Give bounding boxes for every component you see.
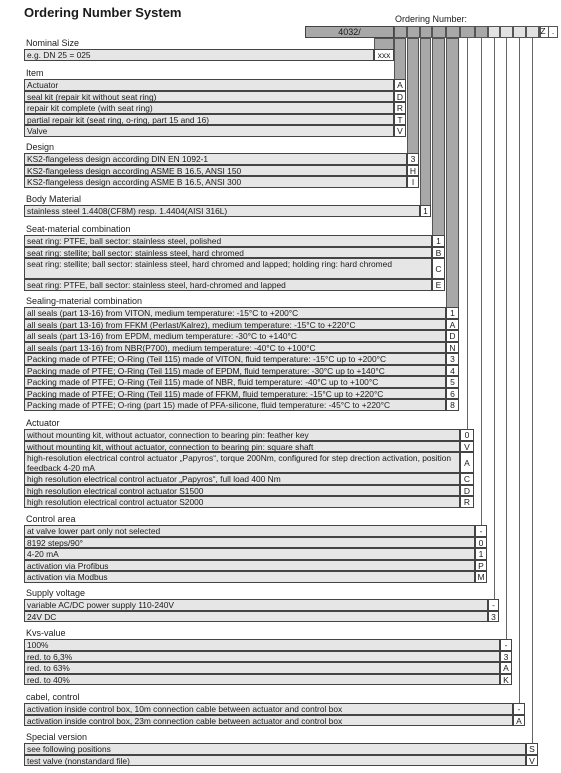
slot-connector: [494, 38, 495, 620]
slot-connector: [481, 38, 482, 581]
header-slot: [488, 26, 500, 38]
option-code-sealing[interactable]: D: [446, 330, 459, 342]
page-title: Ordering Number System: [24, 5, 182, 20]
option-code-cabel[interactable]: -: [513, 703, 525, 715]
header-slot: [420, 26, 432, 38]
option-row-control[interactable]: activation via Profibus: [24, 560, 475, 572]
prefix-box: 4032/: [305, 26, 394, 38]
option-code-sealing[interactable]: 6: [446, 388, 459, 400]
option-row-nominal[interactable]: e.g. DN 25 = 025: [24, 49, 374, 61]
ordering-number-label: Ordering Number:: [395, 14, 468, 24]
option-row-sealing[interactable]: Packing made of PTFE; O-Ring (Teil 115) made of EPDM, fluid temperature: -30°C up to +140°C: [24, 365, 446, 377]
option-row-design[interactable]: KS2-flangeless design according ASME B 16.5, ANSI 300: [24, 176, 407, 188]
section-title-nominal: Nominal Size: [26, 38, 80, 48]
option-row-item[interactable]: repair kit complete (with seat ring): [24, 102, 394, 114]
option-code-body[interactable]: 1: [420, 205, 431, 217]
option-code-control[interactable]: 1: [475, 548, 487, 560]
option-row-control[interactable]: at valve lower part only not selected: [24, 525, 475, 537]
section-title-sealing: Sealing-material combination: [26, 296, 143, 306]
option-row-sealing[interactable]: Packing made of PTFE; O-Ring (Teil 115) made of NBR, fluid temperature: -40°C up to +100°C: [24, 376, 446, 388]
option-row-control[interactable]: 8192 steps/90°: [24, 537, 475, 549]
option-code-actuator[interactable]: C: [460, 473, 474, 485]
option-row-seat[interactable]: seat ring: stellite; ball sector: stainless steel, hard chromed and lapped; holding ring: hard chromed: [24, 258, 432, 279]
section-title-control: Control area: [26, 514, 76, 524]
header-slot: [513, 26, 526, 38]
option-code-design[interactable]: 3: [407, 153, 419, 165]
slot-connector: [506, 38, 507, 685]
option-code-sealing[interactable]: 8: [446, 399, 459, 411]
option-code-seat[interactable]: E: [432, 279, 445, 291]
option-code-seat[interactable]: B: [432, 247, 445, 259]
header-tail-box: [538, 26, 558, 38]
option-code-item[interactable]: V: [394, 125, 406, 137]
option-code-actuator[interactable]: A: [460, 452, 474, 473]
option-row-actuator[interactable]: without mounting kit, without actuator, connection to bearing pin: square shaft: [24, 441, 460, 453]
option-code-item[interactable]: T: [394, 114, 406, 126]
section-title-seat: Seat-material combination: [26, 224, 131, 234]
option-row-design[interactable]: KS2-flangeless design according ASME B 16.5, ANSI 150: [24, 165, 407, 177]
header-dot-cell: .: [551, 26, 555, 36]
option-row-control[interactable]: activation via Modbus: [24, 571, 475, 583]
option-code-kvs[interactable]: 3: [500, 651, 512, 663]
option-code-cabel[interactable]: A: [513, 715, 525, 727]
option-row-cabel[interactable]: activation inside control box, 23m connection cable between actuator and control box: [24, 715, 513, 727]
option-code-design[interactable]: I: [407, 176, 419, 188]
option-row-sealing[interactable]: all seals (part 13-16) from NBR(P700), medium temperature: -40°C to +100°C: [24, 342, 446, 354]
option-row-actuator[interactable]: without mounting kit, without actuator, connection to bearing pin: feather key: [24, 429, 460, 441]
option-code-supply[interactable]: 3: [488, 611, 499, 623]
option-row-kvs[interactable]: 100%: [24, 639, 500, 651]
option-code-actuator[interactable]: 0: [460, 429, 474, 441]
slot-connector: [532, 38, 533, 766]
option-code-control[interactable]: 0: [475, 537, 487, 549]
option-code-sealing[interactable]: 1: [446, 307, 459, 319]
option-code-sealing[interactable]: 5: [446, 376, 459, 388]
option-code-seat[interactable]: 1: [432, 235, 445, 247]
option-row-special[interactable]: test valve (nonstandard file): [24, 755, 526, 767]
option-code-special[interactable]: S: [526, 743, 538, 755]
header-slot: [394, 26, 407, 38]
slot-connector: [420, 38, 431, 216]
option-code-sealing[interactable]: 3: [446, 353, 459, 365]
option-code-kvs[interactable]: K: [500, 674, 512, 686]
option-row-sealing[interactable]: Packing made of PTFE; O-Ring (Teil 115) made of FFKM, fluid temperature: -15°C up to +220°C: [24, 388, 446, 400]
option-code-kvs[interactable]: A: [500, 662, 512, 674]
option-code-actuator[interactable]: D: [460, 485, 474, 497]
section-title-kvs: Kvs-value: [26, 628, 66, 638]
option-code-sealing[interactable]: 4: [446, 365, 459, 377]
option-row-seat[interactable]: seat ring: PTFE, ball sector: stainless steel, hard-chromed and lapped: [24, 279, 432, 291]
section-title-actuator: Actuator: [26, 418, 60, 428]
slot-connector: [519, 38, 520, 725]
option-code-actuator[interactable]: V: [460, 441, 474, 453]
option-row-design[interactable]: KS2-flangeless design according DIN EN 1092-1: [24, 153, 407, 165]
option-row-actuator[interactable]: high resolution electrical control actuator S1500: [24, 485, 460, 497]
section-title-design: Design: [26, 142, 55, 152]
header-slot: [446, 26, 460, 38]
option-row-body[interactable]: stainless steel 1.4408(CF8M) resp. 1.4404(AISI 316L): [24, 205, 420, 217]
option-row-kvs[interactable]: red. to 63%: [24, 662, 500, 674]
option-row-seat[interactable]: seat ring: stellite; ball sector: stainless steel, hard chromed: [24, 247, 432, 259]
option-row-actuator[interactable]: high-resolution electrical control actuator „Papyros“, torque 200Nm, configured for step drection activation, position feedback 4-20 mA: [24, 452, 460, 473]
option-code-special[interactable]: V: [526, 755, 538, 767]
option-row-actuator[interactable]: high resolution electrical control actuator S2000: [24, 496, 460, 508]
option-row-actuator[interactable]: high resolution electrical control actuator „Papyros“, full load 400 Nm: [24, 473, 460, 485]
header-slot: [432, 26, 446, 38]
header-slot: [407, 26, 420, 38]
option-row-item[interactable]: Valve: [24, 125, 394, 137]
option-code-kvs[interactable]: -: [500, 639, 512, 651]
option-row-control[interactable]: 4-20 mA: [24, 548, 475, 560]
option-code-sealing[interactable]: N: [446, 342, 459, 354]
option-code-design[interactable]: H: [407, 165, 419, 177]
option-row-supply[interactable]: 24V DC: [24, 611, 488, 623]
option-row-special[interactable]: see following positions: [24, 743, 526, 755]
option-code-control[interactable]: P: [475, 560, 487, 572]
header-slot: [500, 26, 513, 38]
section-title-special: Special version: [26, 732, 88, 742]
option-code-item[interactable]: D: [394, 91, 406, 103]
option-row-item[interactable]: seal kit (repair kit without seat ring): [24, 91, 394, 103]
option-row-seat[interactable]: seat ring: PTFE, ball sector: stainless steel, polished: [24, 235, 432, 247]
option-row-sealing[interactable]: Packing made of PTFE; O-Ring (Teil 115) made of VITON, fluid temperature: -15°C up to +200°C: [24, 353, 446, 365]
option-code-item[interactable]: R: [394, 102, 406, 114]
header-z-cell: Z: [540, 26, 546, 36]
option-code-supply[interactable]: -: [488, 599, 499, 611]
section-title-cabel: cabel, control: [26, 692, 80, 702]
option-row-sealing[interactable]: Packing made of PTFE; O-ring (part 15) made of PFA-silicone, fluid temperature: -45°C to +220°C: [24, 399, 446, 411]
option-code-seat[interactable]: C: [432, 258, 445, 279]
option-code-nominal[interactable]: xxx: [374, 49, 394, 61]
header-slot: [475, 26, 488, 38]
option-row-item[interactable]: partial repair kit (seat ring, o-ring, part 15 and 16): [24, 114, 394, 126]
option-code-item[interactable]: A: [394, 79, 406, 91]
section-title-body: Body Material: [26, 194, 82, 204]
option-row-sealing[interactable]: all seals (part 13-16) from VITON, medium temperature: -15°C to +200°C: [24, 307, 446, 319]
option-code-actuator[interactable]: R: [460, 496, 474, 508]
option-row-sealing[interactable]: all seals (part 13-16) from FFKM (Perlast/Kalrez), medium temperature: -15°C to +220°C: [24, 319, 446, 331]
section-title-item: Item: [26, 68, 44, 78]
header-slot: [460, 26, 475, 38]
option-row-kvs[interactable]: red. to 6,3%: [24, 651, 500, 663]
option-row-item[interactable]: Actuator: [24, 79, 394, 91]
option-code-sealing[interactable]: A: [446, 319, 459, 331]
option-code-control[interactable]: -: [475, 525, 487, 537]
option-row-supply[interactable]: variable AC/DC power supply 110-240V: [24, 599, 488, 611]
option-row-cabel[interactable]: activation inside control box, 10m connection cable between actuator and control box: [24, 703, 513, 715]
option-row-sealing[interactable]: all seals (part 13-16) from EPDM, medium temperature: -30°C to +140°C: [24, 330, 446, 342]
option-code-control[interactable]: M: [475, 571, 487, 583]
option-row-kvs[interactable]: red. to 40%: [24, 674, 500, 686]
section-title-supply: Supply voltage: [26, 588, 86, 598]
